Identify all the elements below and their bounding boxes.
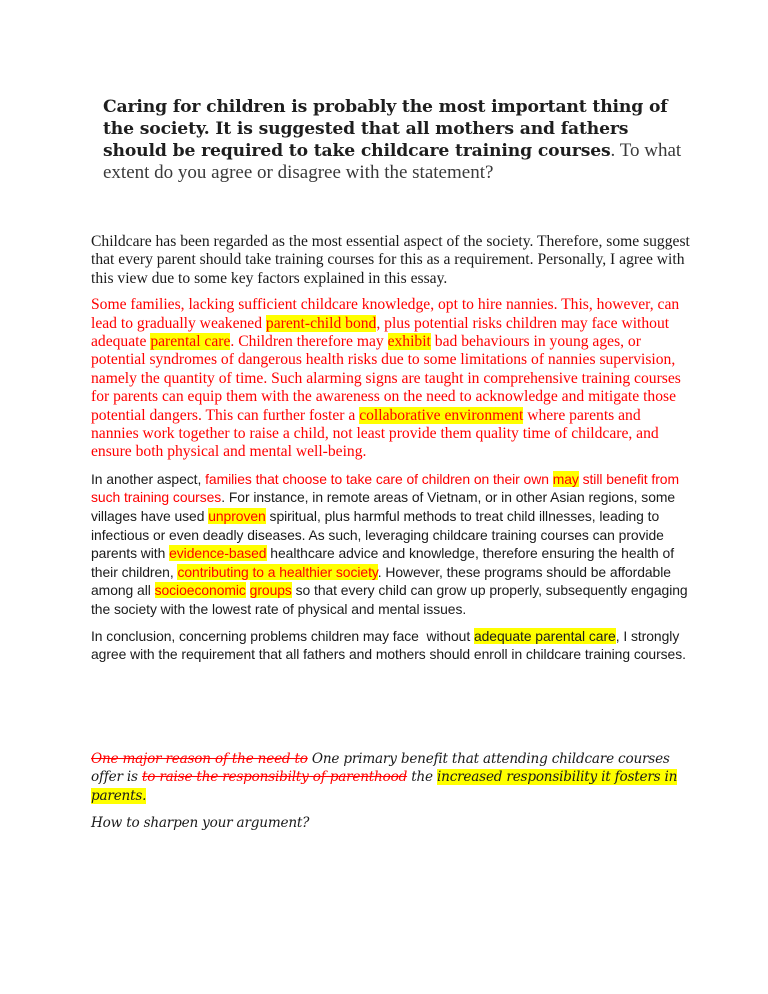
text-run: bad behaviours in young ages, or potential syndromes of dangerous health risks due to some limitations of nannies supervision, namely the quantity of time. Such alarming signs are taught in comprehensive training courses for parents can equip them with the awareness on the need to acknowledge and mitigate those potential dangers. This can further foster a bbox=[91, 333, 681, 424]
highlight: adequate parental care bbox=[473, 627, 616, 644]
deleted-text: One major reason of the need to bbox=[91, 750, 308, 767]
feedback-revision bbox=[91, 750, 691, 805]
highlight: may bbox=[552, 470, 579, 487]
text-run: In conclusion, concerning problems children may face without bbox=[91, 627, 474, 644]
text-run: Some families, lacking sufficient childcare knowledge, opt to hire nannies. This, however, can lead to gradually weakened bbox=[91, 296, 680, 332]
body-paragraph-1 bbox=[91, 296, 691, 462]
text-run: In another aspect, bbox=[91, 470, 206, 487]
highlight: exhibit bbox=[387, 333, 431, 351]
highlight: parental care bbox=[150, 333, 231, 351]
blank-space bbox=[91, 722, 691, 750]
text-run: . For instance, in remote areas of Vietnam, or in other Asian regions, some villages have used bbox=[91, 489, 676, 525]
highlight: socioeconomic bbox=[154, 582, 246, 599]
deleted-text: to raise the responsibilty of parenthood bbox=[141, 769, 408, 786]
conclusion-paragraph bbox=[91, 627, 691, 664]
prompt-bold-statement: Caring for children is probably the most important thing of the society. It is suggested that all mothers and fathers should be required to take childcare training courses bbox=[103, 97, 668, 161]
text-run: spiritual, plus harmful methods to treat child illnesses, leading to infectious or even deadly diseases. As such, leveraging childcare training courses can provide parents with bbox=[91, 508, 664, 562]
text-run: , plus potential risks children may face without adequate bbox=[91, 314, 670, 351]
prompt-question: . To what extent do you agree or disagree with the statement? bbox=[103, 140, 682, 183]
highlight: collaborative environment bbox=[359, 406, 524, 424]
text-run: so that every child can grow up properly, subsequently engaging the society with the lowest rate of physical and mental issues. bbox=[91, 582, 688, 618]
text-run: , I strongly agree with the requirement that all fathers and mothers should enroll in childcare training courses. bbox=[91, 627, 686, 663]
blank-space bbox=[91, 672, 691, 722]
text-run: the bbox=[407, 769, 437, 786]
intro-paragraph: Childcare has been regarded as the most essential aspect of the society. Therefore, some suggest that every parent should take training courses for this as a requirement. Personally, I agree with this view due to some key factors explained in this essay. bbox=[91, 233, 690, 287]
feedback-question: How to sharpen your argument? bbox=[91, 815, 310, 832]
text-run: healthcare advice and knowledge, therefore ensuring the health of their children, bbox=[91, 545, 675, 580]
red-text: families that choose to take care of children on their own bbox=[205, 470, 553, 487]
highlight: unproven bbox=[208, 508, 266, 525]
essay-body bbox=[91, 233, 691, 841]
red-text: still benefit from such training courses bbox=[91, 470, 679, 506]
highlight: increased responsibility it fosters in parents. bbox=[91, 769, 678, 804]
text-run: . However, these programs should be affordable among all bbox=[91, 563, 671, 599]
text-run: . Children therefore may bbox=[230, 333, 388, 351]
body-paragraph-2 bbox=[91, 470, 691, 619]
highlight: evidence-based bbox=[169, 545, 267, 562]
highlight: parent-child bond bbox=[265, 314, 377, 332]
highlight: groups bbox=[249, 582, 292, 599]
text-run: where parents and nannies work together to raise a child, not least provide them quality time of childcare, and ensure both physical and mental well-being. bbox=[91, 406, 659, 461]
text-run: One primary benefit that attending childcare courses offer is bbox=[91, 750, 670, 786]
essay-prompt bbox=[103, 96, 693, 184]
highlight: contributing to a healthier society bbox=[177, 563, 378, 580]
